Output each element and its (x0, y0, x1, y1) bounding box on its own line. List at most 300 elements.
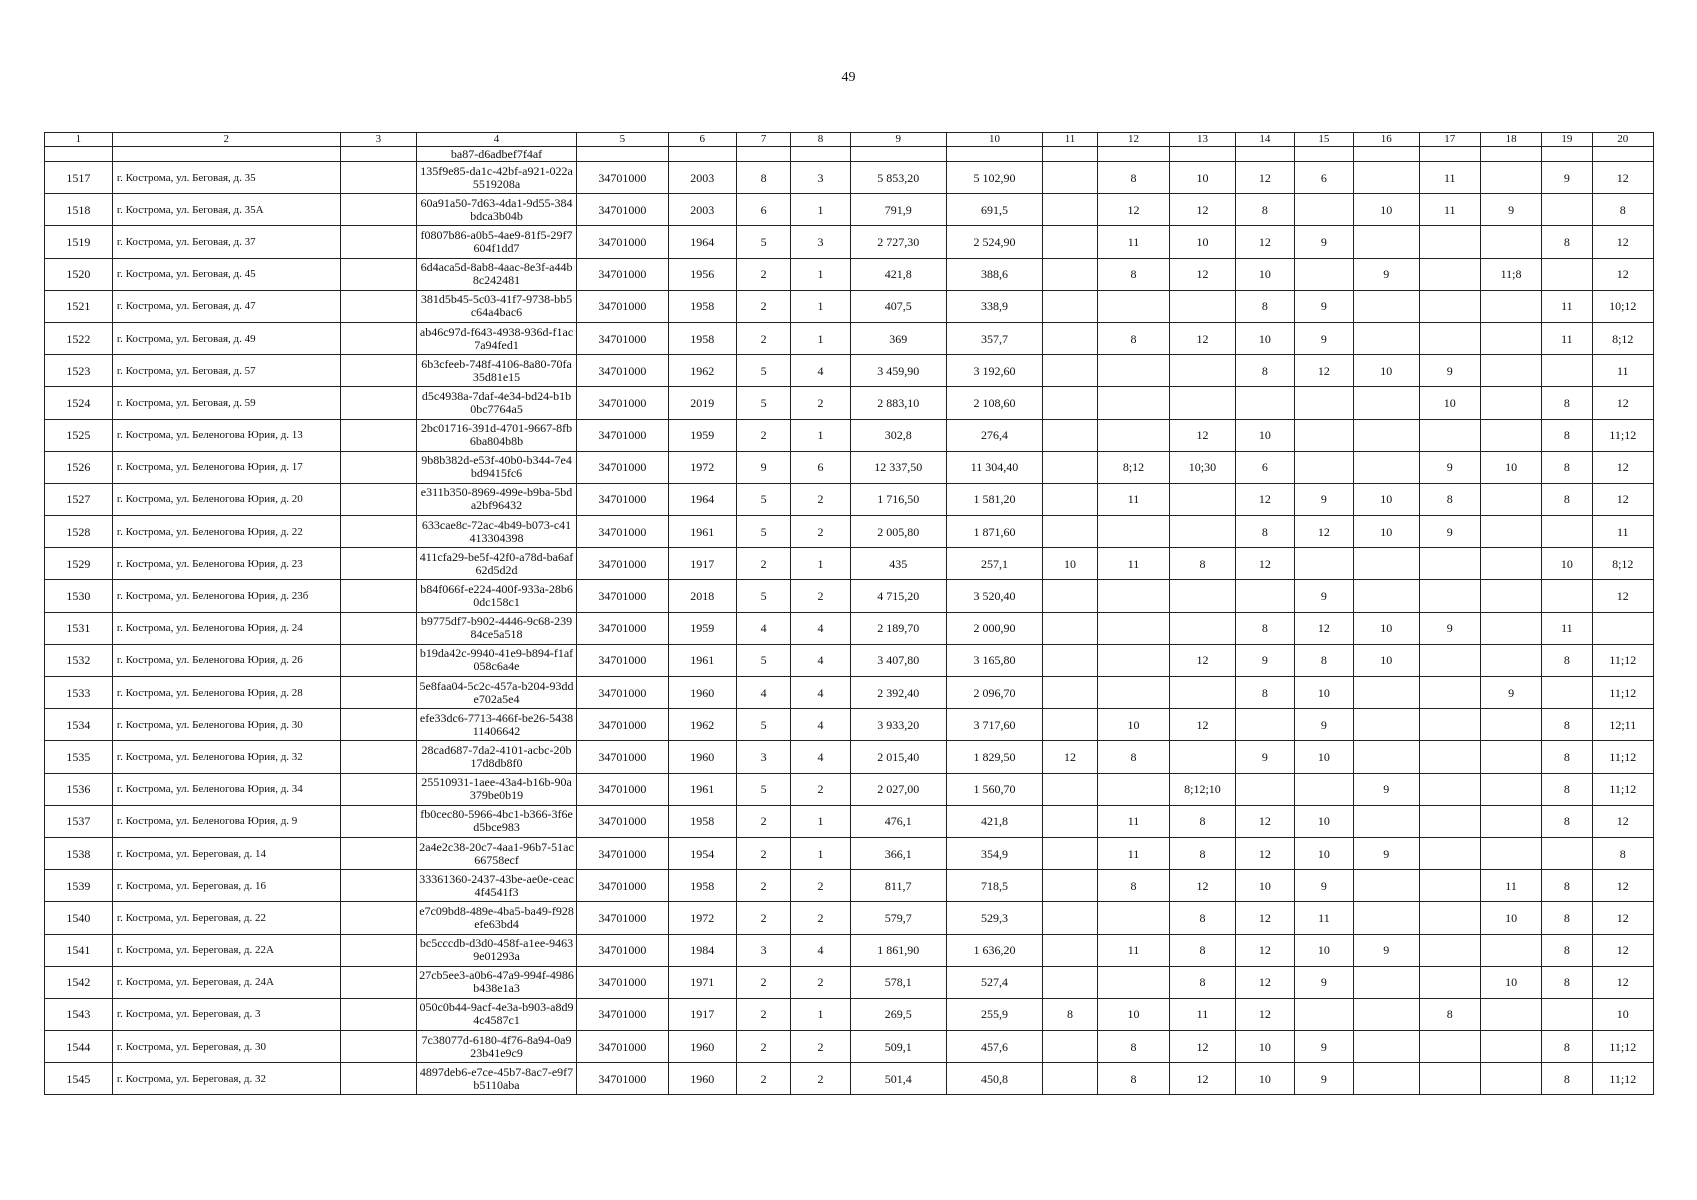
table-cell (1097, 147, 1169, 162)
table-cell (340, 1031, 417, 1063)
table-cell: 8 (1542, 226, 1592, 258)
table-cell: 369 (850, 322, 946, 354)
table-cell: 12 (1294, 355, 1353, 387)
table-cell (1480, 1063, 1541, 1095)
table-cell: 10 (1097, 998, 1169, 1030)
table-cell: 12 (1235, 162, 1294, 194)
uuid-cell: fb0cec80-5966-4bc1-b366-3f6ed5bce983 (417, 805, 577, 837)
table-cell: 10 (1480, 902, 1541, 934)
table-cell: 2 (791, 516, 850, 548)
table-cell (1043, 612, 1098, 644)
table-cell: 2 (736, 1063, 791, 1095)
table-cell: 4 (791, 644, 850, 676)
table-row (45, 805, 1654, 837)
table-cell: 10 (1294, 837, 1353, 869)
address-cell: г. Кострома, ул. Беленогова Юрия, д. 24 (112, 612, 340, 644)
table-cell (340, 870, 417, 902)
table-cell: 10 (1170, 226, 1236, 258)
table-cell (1043, 966, 1098, 998)
table-cell: 8 (1542, 741, 1592, 773)
table-cell: 2 727,30 (850, 226, 946, 258)
table-cell: 34701000 (576, 902, 668, 934)
row-number: 1542 (45, 966, 113, 998)
table-cell: 8 (1097, 1031, 1169, 1063)
table-cell: 11 (1592, 516, 1653, 548)
table-cell (1043, 773, 1098, 805)
table-cell: 3 717,60 (946, 709, 1042, 741)
table-cell: 10 (1235, 1031, 1294, 1063)
table-cell: 3 (791, 162, 850, 194)
column-header: 10 (946, 133, 1042, 147)
uuid-cell: b9775df7-b902-4446-9c68-23984ce5a518 (417, 612, 577, 644)
table-cell: 12 (1235, 934, 1294, 966)
table-cell (1235, 709, 1294, 741)
address-cell: г. Кострома, ул. Беленогова Юрия, д. 22 (112, 516, 340, 548)
table-cell: 34701000 (576, 226, 668, 258)
table-cell: 302,8 (850, 419, 946, 451)
table-cell (1480, 355, 1541, 387)
table-cell: 12 (1592, 162, 1653, 194)
uuid-cell: 9b8b382d-e53f-40b0-b344-7e4bd9415fc6 (417, 451, 577, 483)
table-cell (1542, 677, 1592, 709)
table-cell (1097, 902, 1169, 934)
table-cell: 509,1 (850, 1031, 946, 1063)
table-cell: 34701000 (576, 677, 668, 709)
table-cell: 8 (1170, 966, 1236, 998)
uuid-cell: 6d4aca5d-8ab8-4aac-8e3f-a44b8c242481 (417, 258, 577, 290)
table-cell: 4 (791, 934, 850, 966)
table-cell (1480, 805, 1541, 837)
table-cell (1235, 580, 1294, 612)
table-cell (340, 741, 417, 773)
column-header: 3 (340, 133, 417, 147)
table-cell: 8 (1542, 805, 1592, 837)
table-cell: 1 871,60 (946, 516, 1042, 548)
table-row (45, 483, 1654, 515)
table-cell (668, 147, 736, 162)
table-cell (1097, 419, 1169, 451)
uuid-cell: efe33dc6-7713-466f-be26-543811406642 (417, 709, 577, 741)
table-cell (1294, 998, 1353, 1030)
uuid-cell: 050c0b44-9acf-4e3a-b903-a8d94c4587c1 (417, 998, 577, 1030)
table-cell: 12 (1592, 483, 1653, 515)
row-number: 1531 (45, 612, 113, 644)
table-cell (1353, 709, 1419, 741)
table-cell: 1964 (668, 226, 736, 258)
table-cell (1480, 226, 1541, 258)
column-header: 15 (1294, 133, 1353, 147)
table-row (45, 258, 1654, 290)
table-cell: 10 (1353, 612, 1419, 644)
table-cell: 8 (1542, 644, 1592, 676)
table-cell (1542, 837, 1592, 869)
table-cell: 34701000 (576, 516, 668, 548)
table-cell (1419, 837, 1480, 869)
table-cell: 8 (1419, 483, 1480, 515)
table-cell: 12 (1235, 548, 1294, 580)
table-cell: 8 (1542, 1031, 1592, 1063)
table-cell (1170, 355, 1236, 387)
table-row (45, 998, 1654, 1030)
table-cell (1043, 516, 1098, 548)
table-cell: 1971 (668, 966, 736, 998)
table-cell: 2 108,60 (946, 387, 1042, 419)
table-cell (340, 709, 417, 741)
table-row (45, 709, 1654, 741)
table-cell: 8 (1235, 290, 1294, 322)
table-cell: 11 (1097, 483, 1169, 515)
table-cell: 4 715,20 (850, 580, 946, 612)
table-cell (1170, 483, 1236, 515)
table-cell: 1 716,50 (850, 483, 946, 515)
table-cell (1419, 677, 1480, 709)
table-cell: 3 192,60 (946, 355, 1042, 387)
uuid-cell: 135f9e85-da1c-42bf-a921-022a5519208a (417, 162, 577, 194)
uuid-cell: ba87-d6adbef7f4af (417, 147, 577, 162)
address-cell: г. Кострома, ул. Беленогова Юрия, д. 20 (112, 483, 340, 515)
address-cell: г. Кострома, ул. Беленогова Юрия, д. 26 (112, 644, 340, 676)
table-cell: 12 (1592, 451, 1653, 483)
table-cell: 10 (1353, 355, 1419, 387)
table-cell (1043, 644, 1098, 676)
table-cell: 1959 (668, 419, 736, 451)
table-cell: 1962 (668, 355, 736, 387)
table-cell: 5 (736, 387, 791, 419)
table-cell (1294, 773, 1353, 805)
table-cell: 10 (1419, 387, 1480, 419)
table-cell: 2 189,70 (850, 612, 946, 644)
row-number: 1544 (45, 1031, 113, 1063)
table-cell: 12 (1170, 322, 1236, 354)
column-header: 13 (1170, 133, 1236, 147)
table-cell: 9 (1480, 194, 1541, 226)
table-cell: 9 (1294, 709, 1353, 741)
table-cell: 12 (1592, 934, 1653, 966)
table-cell (1542, 194, 1592, 226)
table-cell (1353, 226, 1419, 258)
table-cell: 2018 (668, 580, 736, 612)
table-cell: 1972 (668, 451, 736, 483)
table-cell: 2 (791, 1031, 850, 1063)
table-cell: 338,9 (946, 290, 1042, 322)
table-cell: 2 (736, 998, 791, 1030)
table-row (45, 1063, 1654, 1095)
table-cell: 2 096,70 (946, 677, 1042, 709)
table-cell: 9 (1419, 451, 1480, 483)
table-cell (1235, 147, 1294, 162)
table-cell: 2 (736, 902, 791, 934)
table-cell: 9 (1294, 226, 1353, 258)
continuation-row (45, 147, 1654, 162)
table-cell: 9 (1419, 516, 1480, 548)
address-cell: г. Кострома, ул. Беленогова Юрия, д. 23б (112, 580, 340, 612)
data-table (44, 132, 1654, 1095)
table-cell (1419, 773, 1480, 805)
table-row (45, 741, 1654, 773)
table-cell (1480, 644, 1541, 676)
table-cell: 450,8 (946, 1063, 1042, 1095)
table-cell (1170, 147, 1236, 162)
table-row (45, 1031, 1654, 1063)
table-cell (1043, 934, 1098, 966)
table-cell (1480, 290, 1541, 322)
table-cell: 11;12 (1592, 1031, 1653, 1063)
table-cell: 3 407,80 (850, 644, 946, 676)
table-cell: 11 (1480, 870, 1541, 902)
table-cell (340, 966, 417, 998)
table-cell: 527,4 (946, 966, 1042, 998)
uuid-cell: b84f066f-e224-400f-933a-28b60dc158c1 (417, 580, 577, 612)
table-cell: 12 (1235, 998, 1294, 1030)
table-cell (1353, 741, 1419, 773)
column-header: 7 (736, 133, 791, 147)
table-cell (1480, 998, 1541, 1030)
table-row (45, 902, 1654, 934)
table-cell (1353, 147, 1419, 162)
table-cell (1043, 805, 1098, 837)
table-cell (1480, 516, 1541, 548)
table-cell (1480, 419, 1541, 451)
table-cell: 12 337,50 (850, 451, 946, 483)
table-cell: 8 (1542, 966, 1592, 998)
table-cell (340, 147, 417, 162)
table-cell (1294, 258, 1353, 290)
table-cell: 11 (1097, 837, 1169, 869)
table-cell (340, 355, 417, 387)
table-cell: 34701000 (576, 870, 668, 902)
table-cell: 276,4 (946, 419, 1042, 451)
table-cell: 12 (1592, 387, 1653, 419)
address-cell: г. Кострома, ул. Беговая, д. 37 (112, 226, 340, 258)
row-number: 1537 (45, 805, 113, 837)
table-cell: 12 (1235, 837, 1294, 869)
table-cell: 5 (736, 709, 791, 741)
table-cell: 34701000 (576, 741, 668, 773)
table-cell (340, 162, 417, 194)
table-cell: 8 (1542, 387, 1592, 419)
table-cell (1043, 419, 1098, 451)
table-cell (340, 548, 417, 580)
table-cell: 1 (791, 998, 850, 1030)
table-cell: 8 (1235, 355, 1294, 387)
table-cell: 10 (1235, 1063, 1294, 1095)
table-cell: 12 (1592, 902, 1653, 934)
table-cell: 1 829,50 (946, 741, 1042, 773)
table-cell: 10 (1294, 677, 1353, 709)
uuid-cell: 411cfa29-be5f-42f0-a78d-ba6af62d5d2d (417, 548, 577, 580)
table-cell: 4 (736, 677, 791, 709)
table-cell: 8 (1235, 612, 1294, 644)
uuid-cell: d5c4938a-7daf-4e34-bd24-b1b0bc7764a5 (417, 387, 577, 419)
table-cell: 11 (1294, 902, 1353, 934)
table-row (45, 934, 1654, 966)
table-cell: 2 883,10 (850, 387, 946, 419)
table-cell (1480, 548, 1541, 580)
table-cell (1043, 902, 1098, 934)
table-cell: 12 (1097, 194, 1169, 226)
table-cell: 1958 (668, 870, 736, 902)
row-number: 1517 (45, 162, 113, 194)
table-cell: 8 (1542, 870, 1592, 902)
table-cell: 8 (1542, 773, 1592, 805)
table-cell (1419, 290, 1480, 322)
table-row (45, 837, 1654, 869)
uuid-cell: 2bc01716-391d-4701-9667-8fb6ba804b8b (417, 419, 577, 451)
table-cell: 34701000 (576, 644, 668, 676)
table-cell: 2 524,90 (946, 226, 1042, 258)
table-cell (850, 147, 946, 162)
uuid-cell: 7c38077d-6180-4f76-8a94-0a923b41e9c9 (417, 1031, 577, 1063)
address-cell: г. Кострома, ул. Беговая, д. 35А (112, 194, 340, 226)
uuid-cell: e311b350-8969-499e-b9ba-5bda2bf96432 (417, 483, 577, 515)
table-cell: 10 (1043, 548, 1098, 580)
table-cell: 3 (791, 226, 850, 258)
table-cell: 11 (1419, 162, 1480, 194)
table-cell: 11;8 (1480, 258, 1541, 290)
table-cell (1235, 387, 1294, 419)
table-cell: 34701000 (576, 387, 668, 419)
table-cell: 2 (736, 805, 791, 837)
address-cell: г. Кострома, ул. Беленогова Юрия, д. 34 (112, 773, 340, 805)
table-cell: 34701000 (576, 290, 668, 322)
table-cell: 1 (791, 290, 850, 322)
table-cell: 2019 (668, 387, 736, 419)
table-cell (1353, 548, 1419, 580)
row-number: 1519 (45, 226, 113, 258)
row-number: 1538 (45, 837, 113, 869)
table-cell (1419, 1031, 1480, 1063)
table-cell (1170, 612, 1236, 644)
row-number: 1527 (45, 483, 113, 515)
table-cell (1480, 580, 1541, 612)
table-cell: 9 (1235, 741, 1294, 773)
table-cell: 9 (1419, 612, 1480, 644)
table-cell (1542, 998, 1592, 1030)
address-cell: г. Кострома, ул. Беленогова Юрия, д. 30 (112, 709, 340, 741)
table-cell (1043, 290, 1098, 322)
table-cell (1097, 580, 1169, 612)
table-cell: 34701000 (576, 805, 668, 837)
table-row (45, 451, 1654, 483)
table-cell: 12 (1170, 258, 1236, 290)
table-cell (1043, 870, 1098, 902)
table-cell: 9 (1294, 966, 1353, 998)
uuid-cell: 633cae8c-72ac-4b49-b073-c41413304398 (417, 516, 577, 548)
table-cell: 12 (1043, 741, 1098, 773)
table-cell (1480, 773, 1541, 805)
table-cell: 435 (850, 548, 946, 580)
row-number: 1541 (45, 934, 113, 966)
address-cell: г. Кострома, ул. Береговая, д. 16 (112, 870, 340, 902)
table-cell (1419, 805, 1480, 837)
table-cell: 8;12 (1592, 322, 1653, 354)
address-cell: г. Кострома, ул. Беленогова Юрия, д. 28 (112, 677, 340, 709)
table-cell: 6 (1294, 162, 1353, 194)
table-cell: 12 (1592, 580, 1653, 612)
table-cell (1353, 451, 1419, 483)
table-cell: 9 (1294, 290, 1353, 322)
table-cell: 1 (791, 805, 850, 837)
table-cell (1043, 709, 1098, 741)
column-header: 19 (1542, 133, 1592, 147)
table-cell: 476,1 (850, 805, 946, 837)
address-cell: г. Кострома, ул. Беленогова Юрия, д. 17 (112, 451, 340, 483)
table-cell: 12 (1235, 226, 1294, 258)
table-cell: 5 (736, 355, 791, 387)
table-cell: 11 (1097, 548, 1169, 580)
page-number: 49 (841, 70, 856, 85)
table-cell (1043, 226, 1098, 258)
table-cell: 9 (1480, 677, 1541, 709)
table-cell: 34701000 (576, 162, 668, 194)
table-cell: 8;12;10 (1170, 773, 1236, 805)
table-cell (1353, 805, 1419, 837)
table-cell (1353, 966, 1419, 998)
table-cell (340, 644, 417, 676)
table-cell: 11;12 (1592, 644, 1653, 676)
table-cell: 4 (791, 677, 850, 709)
address-cell: г. Кострома, ул. Беленогова Юрия, д. 9 (112, 805, 340, 837)
table-cell (1043, 837, 1098, 869)
uuid-cell: 27cb5ee3-a0b6-47a9-994f-4986b438e1a3 (417, 966, 577, 998)
table-cell: 6 (1235, 451, 1294, 483)
table-cell (1419, 966, 1480, 998)
table-cell (1170, 387, 1236, 419)
table-cell: 5 (736, 516, 791, 548)
table-cell: 8 (1097, 258, 1169, 290)
table-cell (1097, 677, 1169, 709)
table-cell: 11 304,40 (946, 451, 1042, 483)
table-cell: 8 (1542, 1063, 1592, 1095)
table-cell: 12 (1592, 870, 1653, 902)
table-cell: 9 (1235, 644, 1294, 676)
table-row (45, 322, 1654, 354)
table-cell: 6 (736, 194, 791, 226)
table-cell (1480, 1031, 1541, 1063)
table-cell: 3 165,80 (946, 644, 1042, 676)
table-cell: 1 (791, 258, 850, 290)
table-cell: 1960 (668, 741, 736, 773)
table-row (45, 773, 1654, 805)
table-cell (1043, 162, 1098, 194)
table-row (45, 580, 1654, 612)
table-cell: 8 (1170, 902, 1236, 934)
address-cell: г. Кострома, ул. Беленогова Юрия, д. 32 (112, 741, 340, 773)
table-cell (1592, 612, 1653, 644)
table-cell: 1 (791, 837, 850, 869)
table-cell (1353, 902, 1419, 934)
table-cell (45, 147, 113, 162)
table-cell: 366,1 (850, 837, 946, 869)
table-cell (576, 147, 668, 162)
table-cell (1353, 162, 1419, 194)
table-cell: 9 (1294, 1031, 1353, 1063)
address-cell: г. Кострома, ул. Береговая, д. 32 (112, 1063, 340, 1095)
table-cell: 10 (1353, 516, 1419, 548)
table-cell: 9 (1294, 322, 1353, 354)
table-cell: 10 (1592, 998, 1653, 1030)
table-cell (1542, 516, 1592, 548)
table-cell: 421,8 (850, 258, 946, 290)
table-cell (1097, 516, 1169, 548)
table-cell (1043, 194, 1098, 226)
table-cell (1294, 451, 1353, 483)
table-cell: 5 (736, 483, 791, 515)
table-cell: 8 (1542, 902, 1592, 934)
table-cell: 791,9 (850, 194, 946, 226)
table-cell: 2 392,40 (850, 677, 946, 709)
table-cell: 9 (1294, 870, 1353, 902)
